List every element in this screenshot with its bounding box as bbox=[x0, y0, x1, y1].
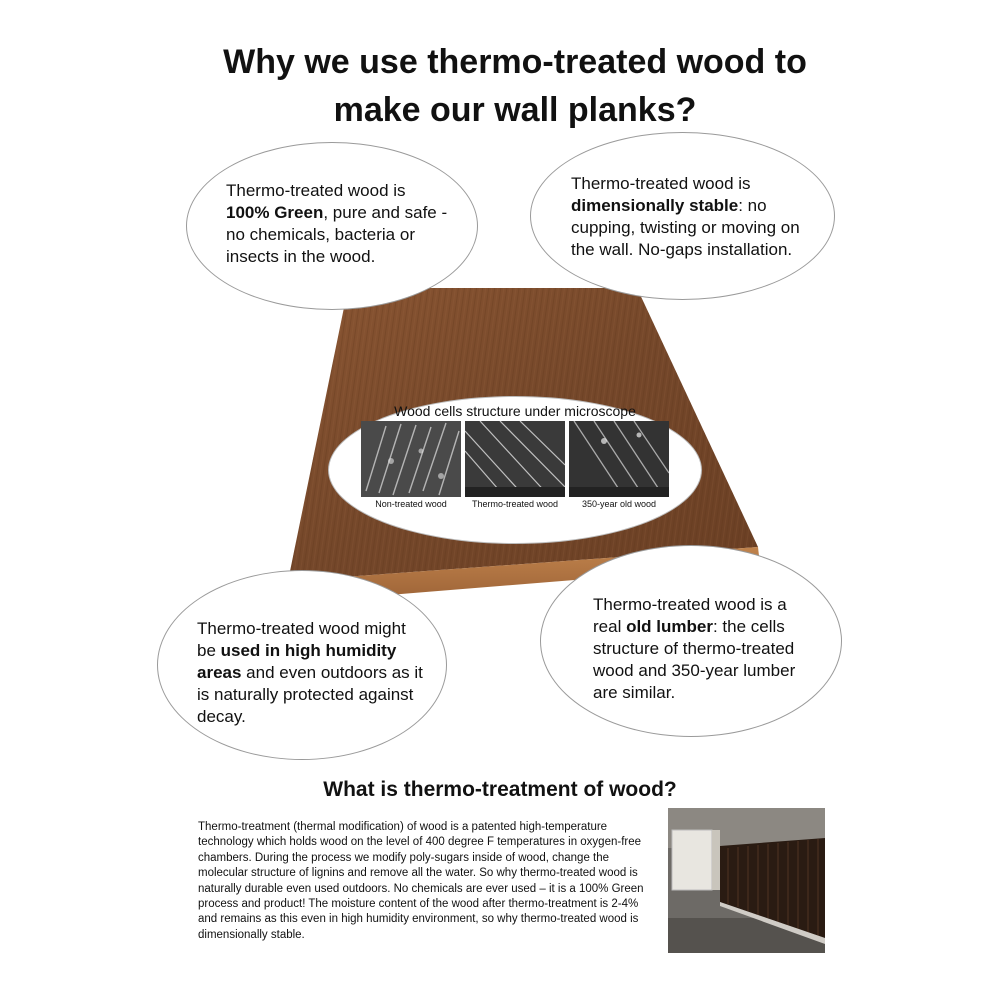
micro-image-non-treated bbox=[361, 421, 461, 497]
section-heading: What is thermo-treatment of wood? bbox=[323, 778, 677, 801]
bubble-100-green-text: Thermo-treated wood is 100% Green, pure and safe - no chemicals, bacteria or insects in the wood. bbox=[226, 181, 448, 266]
microscope-title: Wood cells structure under microscope bbox=[394, 403, 636, 419]
microscope-panel bbox=[328, 396, 702, 544]
page-title: Why we use thermo-treated wood to make our wall planks? bbox=[223, 43, 807, 129]
bubble-dimensionally-stable-text: Thermo-treated wood is dimensionally stable: no cupping, twisting or moving on the wall. No-gaps installation. bbox=[571, 174, 800, 259]
caption-non-treated: Non-treated wood bbox=[375, 499, 447, 509]
bubble-old-lumber-text: Thermo-treated wood is a real old lumber: the cells structure of thermo-treated wood and 350-year lumber are similar. bbox=[593, 595, 796, 702]
thermo-chamber-photo bbox=[668, 808, 825, 953]
bubble-high-humidity-text: Thermo-treated wood might be used in high humidity areas and even outdoors as it is naturally protected against decay. bbox=[197, 619, 423, 726]
caption-350-year-old: 350-year old wood bbox=[581, 499, 657, 509]
caption-thermo-treated: Thermo-treated wood bbox=[471, 499, 559, 509]
micro-image-thermo-treated bbox=[465, 421, 565, 497]
micro-image-350-year-old bbox=[569, 421, 669, 497]
section-body-text: Thermo-treatment (thermal modification) of wood is a patented high-temperature technology which holds wood on the level of 400 degree F temperatures in oxygen-free chambers. During the process we modify poly-sugars inside of wood, change the molecular structure of lignins and remove all the water. So why thermo-treated wood is naturally durable even used outdoors. No chemicals are ever used – it is a 100% Green process and product! The moisture content of the wood after thermo-treatment is 2-4% and remains as this even in high humidity environment, so why thermo-treated wood is dimensionally stable. bbox=[198, 821, 644, 941]
